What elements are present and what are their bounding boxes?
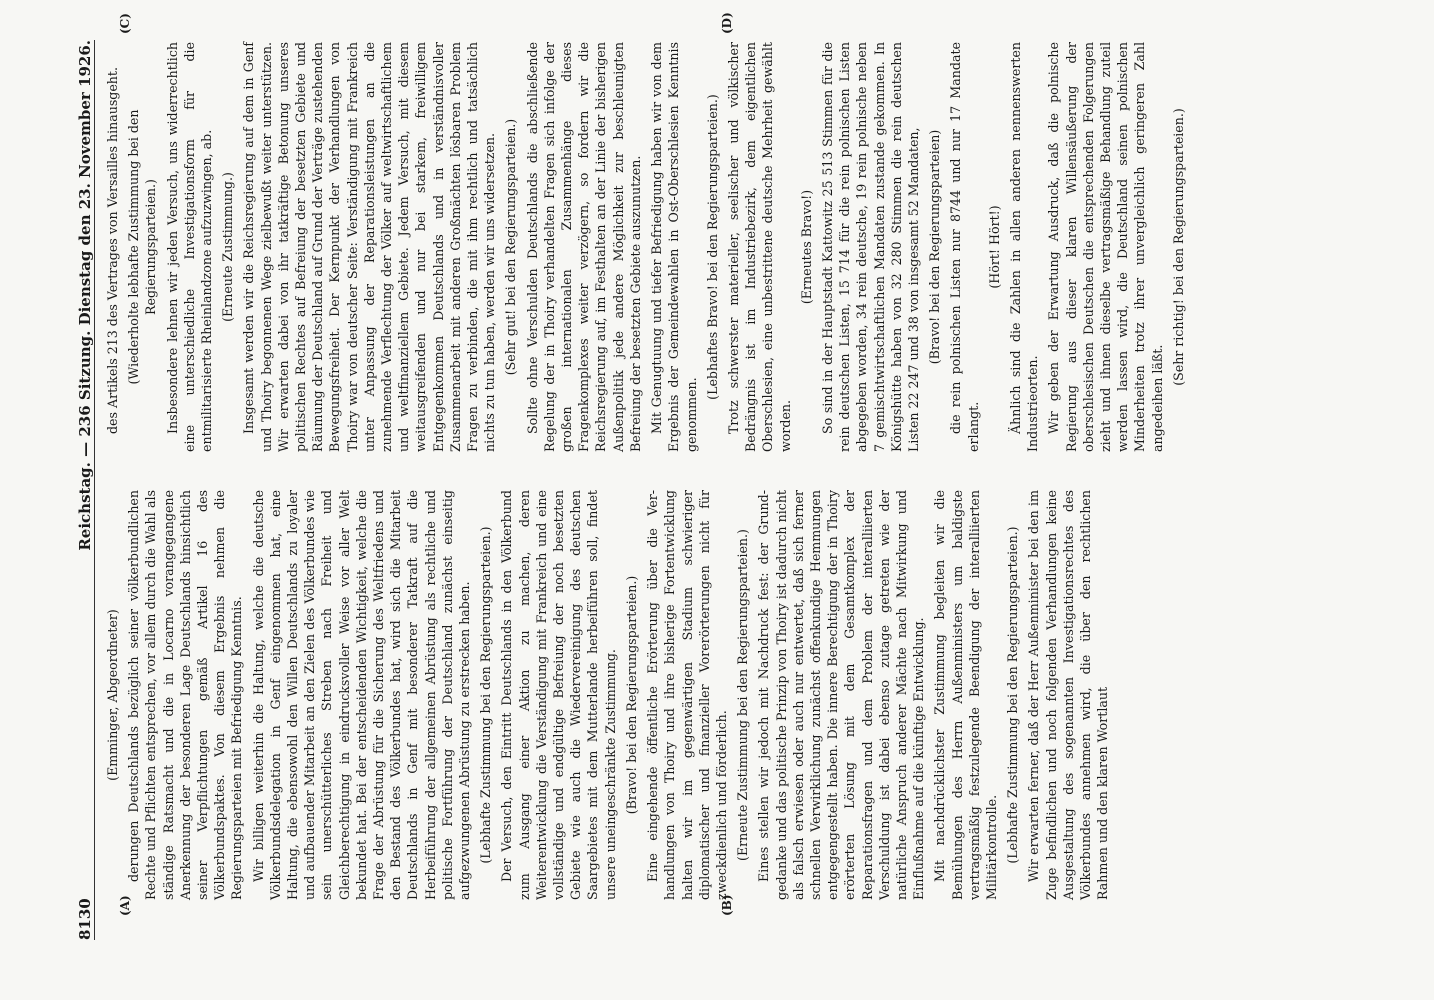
interjection: (Hört! Hört!) <box>986 205 1002 289</box>
paragraph: derungen Deutschlands bezüglich seiner völkerbundlichen Rechte und Pflichten entsprechen, vor allem durch die Wahl als ständige Ratsmacht und die in Locarno vorangegangene Anerkennung der besonderen Lage Deutschlands hinsichtlich seiner Verpflichtungen gemäß Artikel 16 des Völkerbundspaktes. Von diesem Ergebnis nehmen die Regierungsparteien mit Befriedigung Kenntnis. <box>126 490 245 900</box>
header-title: Reichstag. — 236 Sitzung. Dienstag den 23. November 1926. <box>76 40 94 551</box>
interjection: (Lebhaftes Bravo! bei den Regierungsparteien.) <box>704 94 720 400</box>
paragraph: Sollte ohne Verschulden Deutschlands die abschließende Regelung der in Thoiry verhandelten Fragen sich infolge der großen internationalen Zusammenhänge dieses Fragenkomplexes weiter verzögern, so fordern wir die Reichsregierung auf, im Festhalten an der Linie der bisherigen Außenpolitik jede andere Möglichkeit zur beschleunigten Befreiung der besetzten Gebiete auszunutzen. <box>524 42 643 452</box>
margin-letter-b: (B) <box>720 894 734 916</box>
paragraph: Insgesamt werden wir die Reichsregierung auf dem in Genf und Thoiry begonnenen Wege zielbewußt weiter unterstützen. Wir erwarten dabei von ihr tatkräftige Betonung unseres politischen Rechtes auf Befreiung der besetzten Gebiete und Räumung der Deutschland auf Grund der Verträge zustehenden Bewegungsfreiheit. Der Kernpunkt der Verhandlungen von Thoiry war von deutscher Seite: Verständigung mit Frankreich unter Anpassung der Reparationsleistungen an die zunehmende Verflechtung der Völker auf weltwirtschaftlichem und weltfinanziellem Gebiete. Jedem Versuch, mit diesem weitausgreifenden und nur bei starkem, freiwilligem Entgegenkommen Deutschlands und in verständnisvoller Zusammenarbeit mit anderen Großmächten lösbaren Problem Fragen zu verbinden, die mit ihm rechtlich und tatsächlich nichts zu tun haben, werden wir uns widersetzen. <box>241 42 498 452</box>
paragraph: Wir geben der Erwartung Ausdruck, daß die polnische Regierung aus dieser klaren Willensäußerung der oberschlesischen Deutschen die entsprechenden Folgerungen zieht und ihnen dieselbe vertragsmäßige Behandlung zuteil werden lassen wird, die Deutschland seinen polnischen Minderheiten trotz ihrer unvergleichlich geringeren Zahl angedeihen läßt. <box>1046 42 1165 452</box>
paragraph: Wir erwarten ferner, daß der Herr Außenminister bei den im Zuge befindlichen und noch folgenden Verhandlungen keine Ausgestaltung des sogenannten Investigationsrechtes des Völkerbundes annehmen wird, die über den rechtlichen Rahmen und den klaren Wortlaut <box>1026 490 1111 900</box>
interjection: (Erneute Zustimmung bei den Regierungsparteien.) <box>735 529 751 861</box>
paragraph: Der Versuch, den Eintritt Deutschlands in den Völkerbund zum Ausgang einer Aktion zu machen, deren Weiterentwicklung die Verständigung mit Frankreich und eine vollständige und endgültige Befreiung der noch besetzten Gebiete wie auch die Wiedervereinigung des deutschen Saargebietes mit dem Mutterlande herbeiführen soll, findet unsere uneingeschränkte Zustimmung. <box>499 490 618 900</box>
interjection: (Erneutes Bravo!) <box>798 189 814 305</box>
speaker-line: (Emminger, Abgeordneter) <box>105 609 120 781</box>
margin-letter-a: (A) <box>118 895 132 916</box>
page-number: 8130 <box>76 898 94 940</box>
paragraph: die rein polnischen Listen nur 8744 und nur 17 Mandate erlangt. <box>948 42 981 452</box>
interjection: (Lebhafte Zustimmung bei den Regierungsparteien.) <box>1005 526 1021 864</box>
interjection: (Lebhafte Zustimmung bei den Regierungsparteien.) <box>478 526 494 864</box>
paragraph: Mit Genugtuung und tiefer Befriedigung haben wir von dem Ergebnis der Gemeindewahlen in Ost-Oberschlesien Kenntnis genommen. <box>649 42 699 452</box>
interjection: (Sehr richtig! bei den Regierungsparteien.) <box>1170 108 1186 386</box>
interjection: (Bravo! bei den Regierungsparteien.) <box>623 575 639 815</box>
funding-footer <box>0 0 22 1000</box>
paragraph: Mit nachdrücklichster Zustimmung begleiten wir die Bemühungen des Herrn Außenministers um baldigste vertragsmäßig festzulegende Beendigung der interalliierten Militärkontrolle. <box>932 490 999 900</box>
paragraph: des Artikels 213 des Vertrages von Versailles hinausgeht. <box>105 67 120 434</box>
paragraph: Insbesondere lehnen wir jeden Versuch, uns widerrechtlich eine unterschiedliche Investigationsform für die entmilitarisierte Rheinlandzone aufzuzwingen, ab. <box>164 42 215 452</box>
paragraph: Trotz schwerster materieller, seelischer und völkischer Bedrängnis ist im Industriebezirk, dem eigentlichen Oberschlesien, eine unbestrittene deutsche Mehrheit gewählt worden. <box>725 42 793 452</box>
margin-letter-d: (D) <box>720 12 734 34</box>
paragraph: Ähnlich sind die Zahlen in allen anderen nennenswerten Industrieorten. <box>1007 42 1041 452</box>
interjection: (Erneute Zustimmung.) <box>220 172 236 322</box>
paragraph: Wir billigen weiterhin die Haltung, welche die deutsche Völkerbundsdelegation in Genf eingenommen hat, eine Haltung, die ebensowohl den Willen Deutschlands zu loyaler und aufbauender Mitarbeit an den Zielen des Völkerbundes wie sein unerschütterliches Streben nach Freiheit und Gleichberechtigung in eindrucksvoller Weise vor aller Welt bekundet hat. Bei der entscheidenden Wichtigkeit, welche die Frage der Abrüstung für die Sicherung des Weltfriedens und den Bestand des Völkerbundes hat, wird sich die Mitarbeit Deutschlands in Genf mit besonderer Tatkraft auf die Herbeiführung der allgemeinen Abrüstung als rechtliche und politische Fortführung der Deutschland zunächst einseitig aufgezwungenen Abrüstung zu erstrecken haben. <box>250 490 473 900</box>
interjection: (Bravo! bei den Regierungsparteien) <box>927 129 943 365</box>
paragraph: Eines stellen wir jedoch mit Nachdruck fest: der Grundgedanke und das politische Prinzip von Thoiry ist dadurch nicht als falsch erwiesen oder auch nur entwertet, daß sich ferner schnellen Verwirklichung zunächst offenkundige Hemmungen entgegengestellt haben. Die innere Berechtigung der in Thoiry erörterten Lösung mit dem Gesamtkomplex der Reparationsfragen und dem Problem der interalliierten Verschuldung ist dabei ebenso zutage getreten wie der natürliche Anspruch anderer Mächte nach Mitwirkung und Einflußnahme auf die künftige Entwicklung. <box>756 490 927 900</box>
right-column <box>104 42 1191 452</box>
margin-letter-c: (C) <box>118 13 132 34</box>
interjection: (Sehr gut! bei den Regierungsparteien.) <box>503 118 519 376</box>
paragraph: So sind in der Hauptstadt Kattowitz 25 513 Stimmen für die rein deutschen Listen, 15 714 für die rein polnischen Listen abgegeben worden, 34 rein deutsche, 19 rein polnische neben 7 gemischtwirtschaftlichen Mandaten zustande gekommen. In Königshütte haben von 32 280 Stimmen die rein deutschen Listen 22 247 und 38 von insgesamt 52 Mandaten, <box>819 42 921 452</box>
left-column <box>104 490 1115 900</box>
page-header <box>70 40 95 940</box>
paragraph: Eine eingehende öffentliche Erörterung über die Verhandlungen von Thoiry und ihre bisherige Fortentwicklung halten wir im gegenwärtigen Stadium schwieriger diplomatischer und finanzieller Vorerörterungen nicht für zweckdienlich und förderlich. <box>645 490 729 900</box>
interjection: (Wiederholte lebhafte Zustimmung bei den Regierungsparteien.) <box>126 109 159 385</box>
